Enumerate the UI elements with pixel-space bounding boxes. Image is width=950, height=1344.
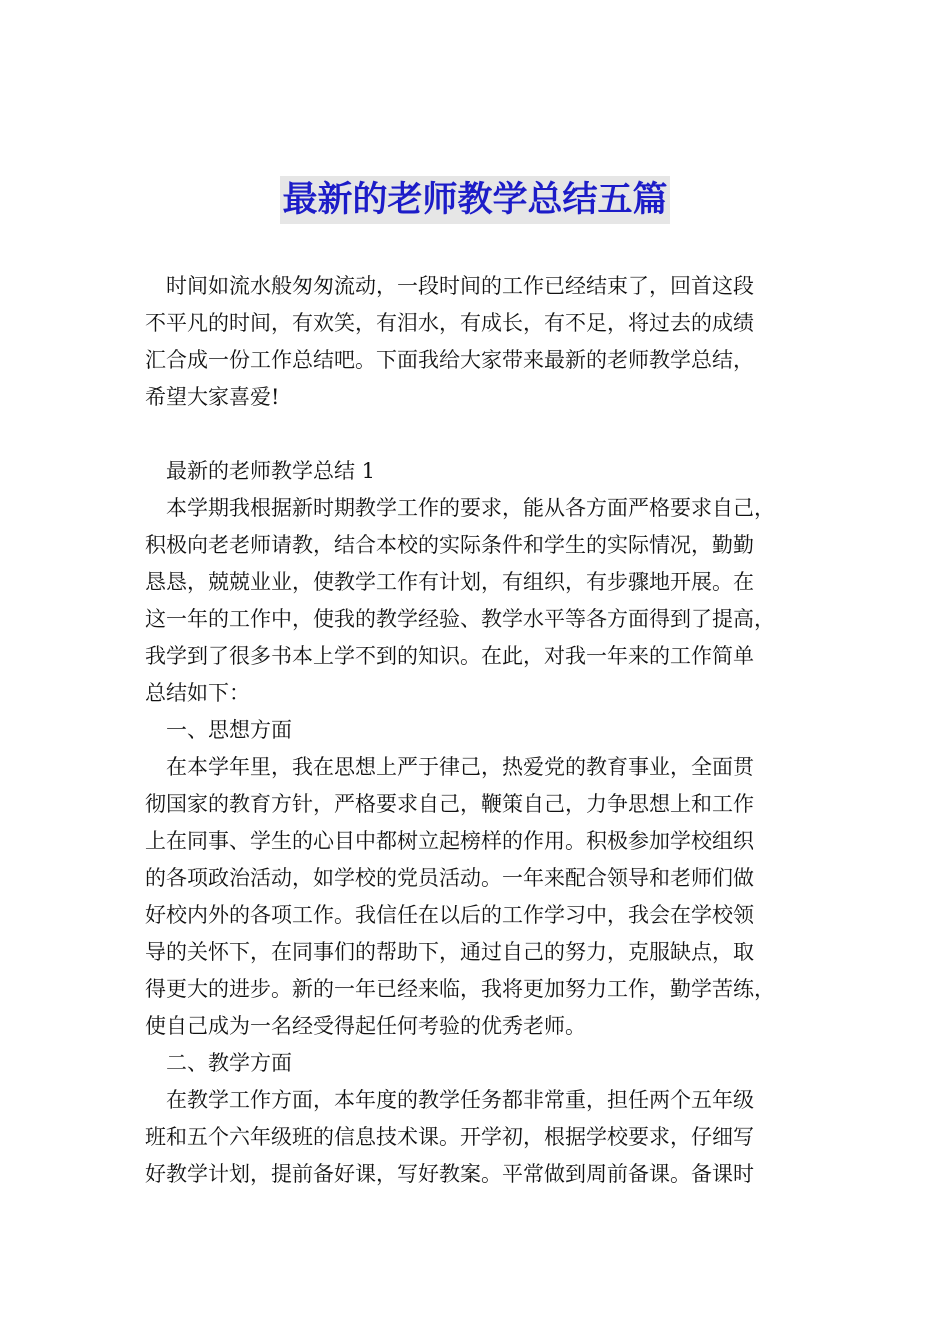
paragraph-line: 的各项政治活动，如学校的党员活动。一年来配合领导和老师们做 [145, 866, 754, 890]
paragraph-line: 恳恳，兢兢业业，使教学工作有计划，有组织，有步骤地开展。在 [145, 570, 754, 594]
paragraph-line: 得更大的进步。新的一年已经来临，我将更加努力工作，勤学苦练， [145, 977, 775, 1001]
paragraph-line: 在本学年里，我在思想上严于律己，热爱党的教育事业，全面贯 [166, 755, 754, 779]
intro-line: 希望大家喜爱! [145, 385, 280, 409]
paragraph-line: 这一年的工作中，使我的教学经验、教学水平等各方面得到了提高， [145, 607, 775, 631]
paragraph-line: 彻国家的教育方针，严格要求自己，鞭策自己，力争思想上和工作 [145, 792, 754, 816]
paragraph-line: 使自己成为一名经受得起任何考验的优秀老师。 [145, 1014, 586, 1038]
section-heading: 最新的老师教学总结 1 [166, 459, 376, 483]
paragraph-line: 好校内外的各项工作。我信任在以后的工作学习中，我会在学校领 [145, 903, 754, 927]
paragraph-line: 导的关怀下，在同事们的帮助下，通过自己的努力，克服缺点，取 [145, 940, 754, 964]
intro-line: 时间如流水般匆匆流动，一段时间的工作已经结束了，回首这段 [166, 274, 754, 298]
subsection-heading: 一、思想方面 [166, 718, 292, 742]
paragraph-gap [145, 416, 825, 453]
paragraph-line: 总结如下： [145, 681, 250, 705]
paragraph-line: 在教学工作方面，本年度的教学任务都非常重，担任两个五年级 [166, 1088, 754, 1112]
document-body [145, 268, 825, 1193]
paragraph-line: 班和五个六年级班的信息技术课。开学初，根据学校要求，仔细写 [145, 1125, 754, 1149]
title-container [0, 176, 950, 224]
paragraph-line: 我学到了很多书本上学不到的知识。在此，对我一年来的工作简单 [145, 644, 754, 668]
document-title: 最新的老师教学总结五篇 [280, 176, 669, 224]
paragraph-line: 积极向老老师请教，结合本校的实际条件和学生的实际情况，勤勤 [145, 533, 754, 557]
intro-line: 汇合成一份工作总结吧。下面我给大家带来最新的老师教学总结， [145, 348, 754, 372]
paragraph-line: 本学期我根据新时期教学工作的要求，能从各方面严格要求自己， [166, 496, 775, 520]
intro-line: 不平凡的时间，有欢笑，有泪水，有成长，有不足，将过去的成绩 [145, 311, 754, 335]
paragraph-line: 上在同事、学生的心目中都树立起榜样的作用。积极参加学校组织 [145, 829, 754, 853]
paragraph-line: 好教学计划，提前备好课，写好教案。平常做到周前备课。备课时 [145, 1162, 754, 1186]
subsection-heading: 二、教学方面 [166, 1051, 292, 1075]
